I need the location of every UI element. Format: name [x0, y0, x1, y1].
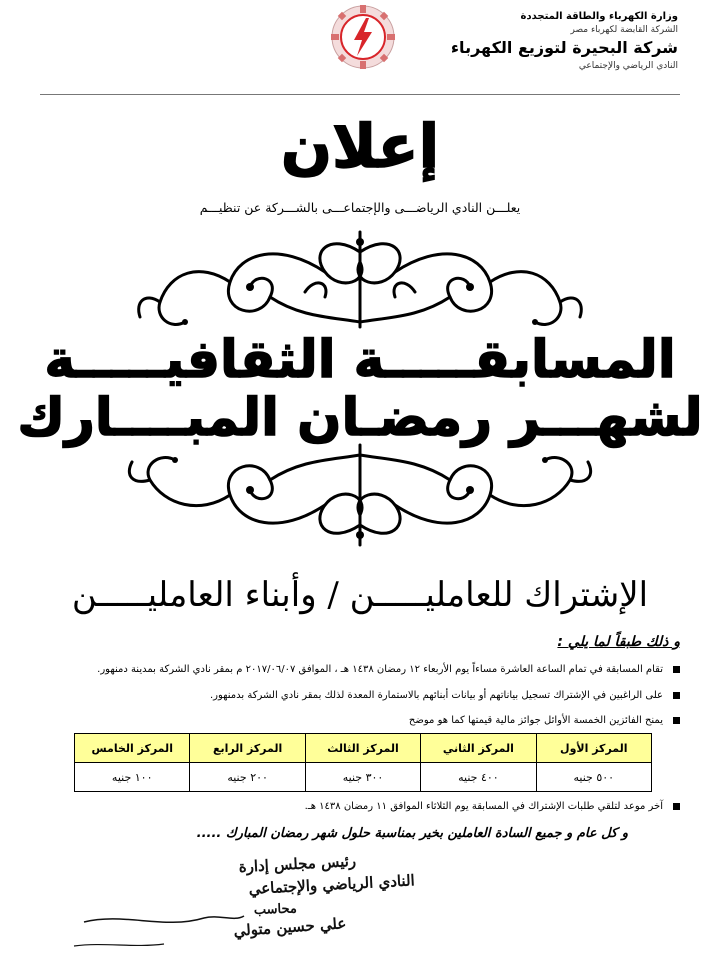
ramadan-headline: لشهـــر رمضـان المبــــارك [17, 388, 703, 448]
prize-place: المركز الثالث [305, 734, 420, 763]
prize-table [74, 733, 652, 792]
bullet-square-icon [673, 692, 680, 699]
letterhead [438, 10, 678, 73]
prize-amount: ١٠٠ جنيه [75, 763, 190, 792]
list-item [40, 714, 680, 728]
prize-amount: ٥٠٠ جنيه [536, 763, 651, 792]
bullet-text: على الراغبين في الإشتراك تسجيل بياناتهم أو بيانات أبنائهم بالاستمارة المعدة لذلك بمقر نادي الشركة بدمنهور. [209, 690, 663, 701]
electricity-company-logo-icon [330, 4, 396, 70]
closing-greeting: و كل عام و جميع السادة العاملين بخير بمناسبة حلول شهر رمضان المبارك ..... [196, 826, 628, 841]
list-item [40, 689, 680, 703]
header-divider [40, 94, 680, 95]
svg-text:علي حسين متولي: علي حسين متولي [233, 914, 347, 940]
prize-place: المركز الأول [536, 734, 651, 763]
holding-company-name: الشركة القابضة لكهرباء مصر [570, 25, 678, 35]
company-name: شركة البحيرة لتوزيع الكهرباء [450, 38, 678, 57]
svg-text:النادي الرياضي والإجتماعي: النادي الرياضي والإجتماعي [248, 871, 416, 898]
prize-place: المركز الخامس [75, 734, 190, 763]
prize-amount: ٣٠٠ جنيه [305, 763, 420, 792]
club-name: النادي الرياضي والإجتماعي [578, 61, 678, 71]
bullet-text: يمنح الفائزين الخمسة الأوائل جوائز مالية قيمتها كما هو موضح [408, 715, 663, 726]
page-title: إعلان [280, 112, 440, 182]
list-item [40, 800, 680, 814]
deadline-text: آخر موعد لتلقي طلبات الإشتراك في المسابقة يوم الثلاثاء الموافق ١١ رمضان ١٤٣٨ هـ. [304, 801, 663, 812]
prize-place: المركز الرابع [190, 734, 305, 763]
participation-line: الإشتراك للعامليـــــن / وأبناء العامليـــــن [71, 575, 649, 615]
bullet-text: تقام المسابقة في تمام الساعة العاشرة مساءاً يوم الأربعاء ١٢ رمضان ١٤٣٨ هـ ، الموافق ٢٠١٧/٠٦/٠٧ م بمقر نادي الشركة بمدينة دمنهور. [97, 664, 663, 675]
table-row [75, 734, 652, 763]
prize-place: المركز الثاني [421, 734, 536, 763]
ministry-name: وزارة الكهرباء والطاقة المتجددة [520, 11, 678, 22]
list-item [40, 663, 680, 677]
conditions-intro: و ذلك طبقاً لما يلي : [557, 634, 680, 650]
prize-amount: ٢٠٠ جنيه [190, 763, 305, 792]
bullet-square-icon [673, 666, 680, 673]
prize-amount: ٤٠٠ جنيه [421, 763, 536, 792]
announcement-subtitle: يعلـــن النادي الرياضـــى والإجتماعـــى بالشـــركة عن تنظيـــم [199, 200, 521, 215]
signature-stamp-icon [44, 851, 416, 952]
bullet-square-icon [673, 717, 680, 724]
bullet-square-icon [673, 803, 680, 810]
ornament-top-icon [130, 222, 590, 337]
svg-text:محاسب: محاسب [253, 901, 298, 918]
table-row [75, 763, 652, 792]
ornament-bottom-icon [120, 440, 600, 555]
competition-headline: المسابقـــــة الثقافيـــــة [44, 330, 676, 390]
svg-text:رئيس مجلس إدارة: رئيس مجلس إدارة [238, 851, 357, 876]
